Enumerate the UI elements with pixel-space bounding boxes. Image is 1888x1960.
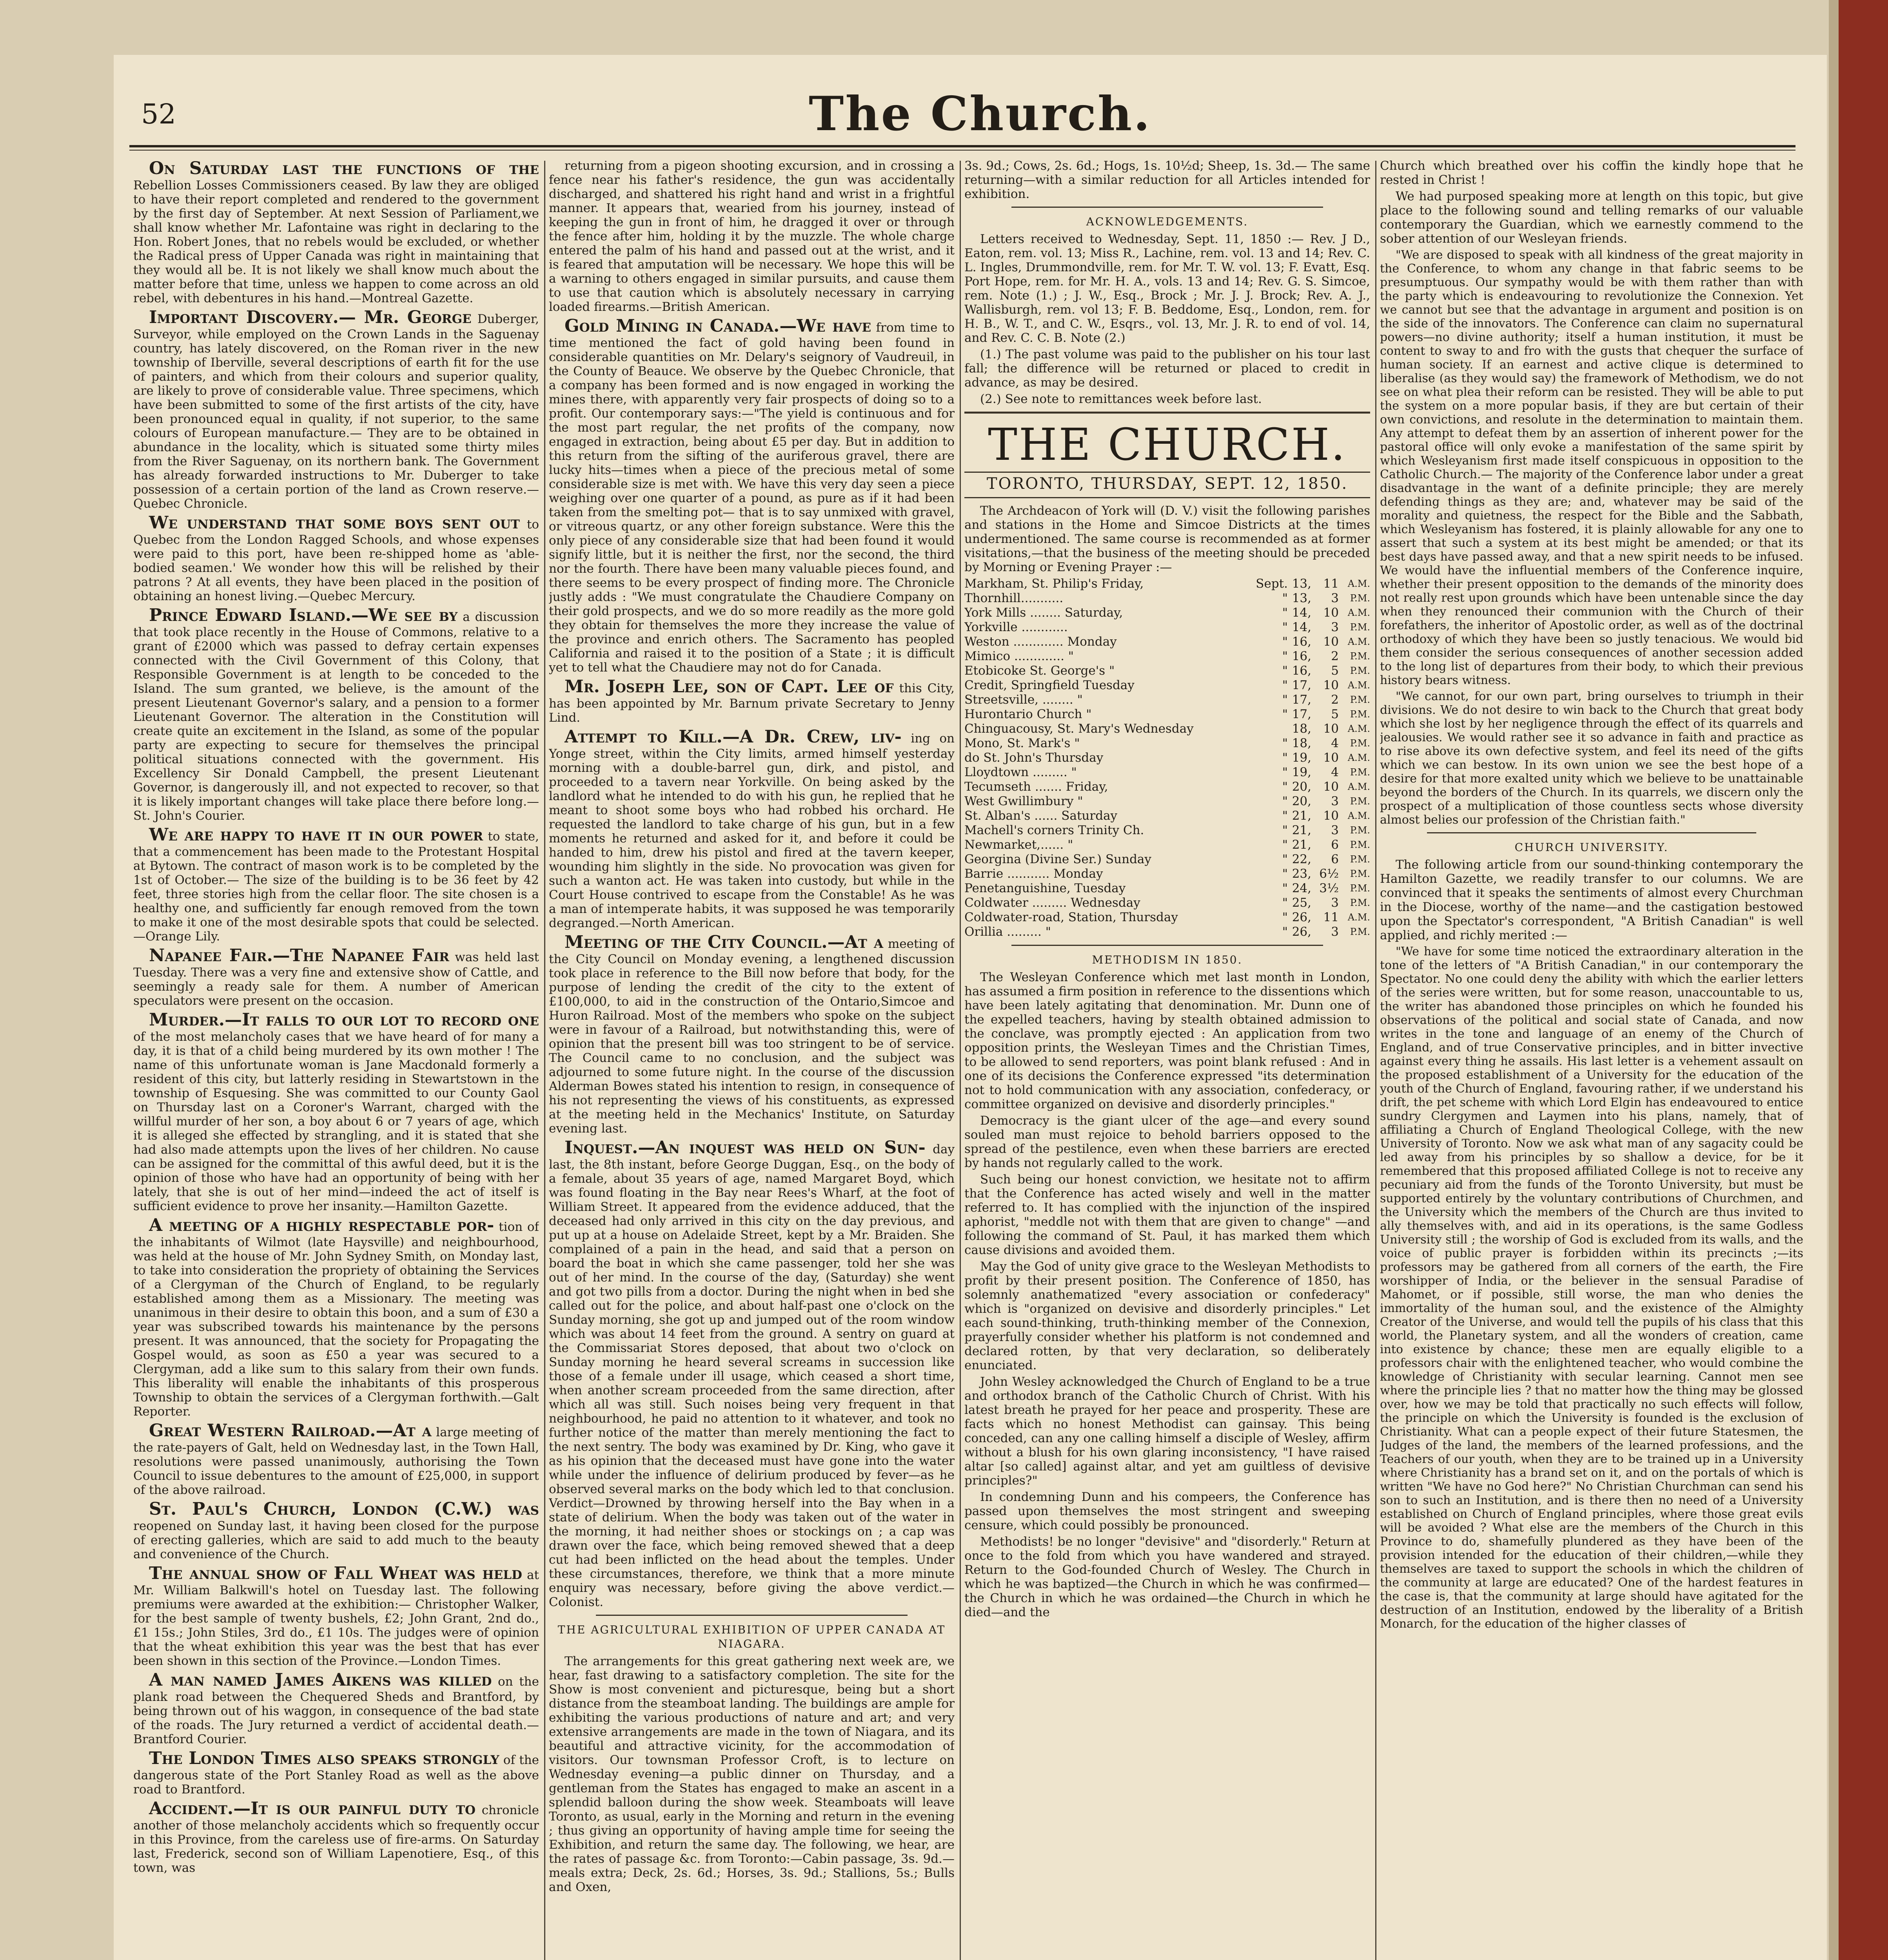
schedule-time: 10 [1323, 722, 1339, 736]
schedule-time: 3 [1331, 591, 1339, 605]
schedule-row [964, 591, 1370, 606]
article-paragraph [133, 159, 539, 305]
article-text: at Mr. William Balkwill's hotel on Tuesday last. The following premiums were awarded at the exhibition:— Christopher Walker, for the best sample of twenty bushels, £2; John Grant, 2nd do., £1 15s.; John Stiles, 3rd do., £1 10s. The judges were of opinion that the wheat exhibition this year was the best that has ever been shown in this section of the Province.—London Times. [133, 1568, 539, 1668]
schedule-row [964, 881, 1370, 896]
quoted-paragraph: "We cannot, for our own part, bring ourselves to triumph in their divisions. We do not desire to win back to the Church that great body which she lost by her negligence through the effect of its quarrels and jealousies. We would rather see it so advance in faith and practice as to rise above its own defective system, and feel its need of the gifts which we can bestow. In its own union we see the best hope of a desire for that more exalted unity which we believe to be unattainable beyond the borders of the Church. In its quarrels, we discern only the prospect of a multiplication of those countless sects whose diversity almost belies our profession of the Christian faith." [1380, 690, 1803, 827]
schedule-row [964, 751, 1370, 765]
schedule-ampm: P.M. [1350, 622, 1370, 633]
column-divider [960, 161, 961, 1960]
article-lead: We are happy to have it in our power [149, 825, 483, 845]
schedule-row [964, 649, 1370, 664]
article-text: chronicle another of those melancholy accidents which so frequently occur in this Province, from the careless use of fire-arms. On Saturday last, Frederick, second son of William Lapenotiere, Esq., of this town, was [133, 1803, 539, 1875]
schedule-time: 3 [1331, 896, 1339, 910]
schedule-row [964, 794, 1370, 809]
schedule-time: 4 [1331, 736, 1339, 750]
article-paragraph [549, 316, 955, 675]
article-lead: A man named James Aikens was killed [149, 1670, 492, 1690]
article-lead: Accident.—It is our painful duty to [149, 1798, 476, 1818]
article-lead: Meeting of the City Council.—At a [565, 932, 884, 952]
section-rule [964, 472, 1370, 473]
schedule-row [964, 823, 1370, 838]
schedule-place: Penetanguishine, Tuesday [964, 881, 1126, 895]
schedule-place: Georgina (Divine Ser.) Sunday [964, 852, 1151, 866]
schedule-date: 14, [1292, 620, 1311, 634]
schedule-ampm: P.M. [1350, 825, 1370, 836]
article-text: on the plank road between the Chequered Sheds and Brantford, by being thrown out of his waggon, in consequence of the bad state of the roads. The Jury returned a verdict of accidental death.—Brantford Courier. [133, 1675, 539, 1746]
schedule-place: Coldwater ......... Wednesday [964, 896, 1140, 910]
schedule-place: Hurontario Church " [964, 707, 1092, 721]
schedule-row [964, 577, 1370, 591]
schedule-time: 5 [1331, 664, 1339, 678]
column-3 [964, 159, 1370, 1960]
schedule-time: 6 [1331, 852, 1339, 866]
schedule-date: 16, [1292, 635, 1311, 649]
schedule-place: Thornhill........... [964, 591, 1064, 605]
acknowledgements-note: (2.) See note to remittances week before last. [980, 392, 1262, 406]
schedule-row [964, 867, 1370, 881]
schedule-day: " [1282, 751, 1288, 765]
schedule-ampm: A.M. [1347, 723, 1370, 734]
schedule-place: Coldwater-road, Station, Thursday [964, 910, 1178, 924]
schedule-day: " [1282, 678, 1288, 692]
article-paragraph [549, 727, 955, 930]
schedule-row [964, 852, 1370, 867]
article-lead: We understand that some boys sent out [149, 513, 520, 533]
methodism-paragraph: Democracy is the giant ulcer of the age—and every sound souled man must rejoice to behold barriers opposed to the spread of the pestilence, even when these barriers are erected by hands not regularly called to the work. [964, 1114, 1370, 1170]
schedule-day: " [1282, 881, 1288, 895]
article-paragraph [133, 1499, 539, 1561]
schedule-day: " [1282, 635, 1288, 649]
column-1 [133, 159, 539, 1960]
article-lead: Prince Edward Island.—We see by [149, 605, 458, 625]
schedule-time: 6 [1331, 838, 1339, 852]
schedule-row [964, 606, 1370, 620]
article-lead: Inquest.—An inquest was held on Sun- [565, 1138, 926, 1158]
schedule-row [964, 736, 1370, 751]
schedule-date: 26, [1292, 925, 1311, 939]
schedule-ampm: A.M. [1347, 607, 1370, 618]
article-lead: Great Western Railroad.—At a [149, 1421, 432, 1441]
methodism-paragraph: In condemning Dunn and his compeers, the Conference has passed upon themselves the most stringent and sweeping censure, which could possibly be pronounced. [964, 1490, 1370, 1532]
schedule-date: 16, [1292, 649, 1311, 663]
schedule-time: 2 [1331, 693, 1339, 707]
schedule-ampm: P.M. [1350, 839, 1370, 850]
schedule-day: " [1282, 664, 1288, 678]
schedule-ampm: P.M. [1350, 651, 1370, 662]
section-rule [1011, 945, 1323, 946]
schedule-ampm: A.M. [1347, 578, 1370, 589]
schedule-date: 19, [1292, 765, 1311, 779]
schedule-time: 5 [1331, 707, 1339, 721]
schedule-day: " [1282, 823, 1288, 837]
schedule-place: York Mills ........ Saturday, [964, 606, 1123, 620]
schedule-time: 3 [1331, 794, 1339, 808]
schedule-ampm: P.M. [1350, 796, 1370, 807]
header-rule-thin [129, 150, 1795, 151]
section-rule [1427, 832, 1756, 833]
article-text: meeting of the City Council on Monday evening, a lengthened discussion took place in reference to the Bill now before that body, for the purpose of lending the credit of the city to the extent of £100,000, to aid in the construction of the Ontario,Simcoe and Huron Railroad. Most of the members who spoke on the subject were in favour of a Railroad, but notwithstanding this, were of opinion that the present bill was too stringent to be of service. The Council came to no conclusion, and the subject was adjourned to some future night. In the course of the discussion Alderman Bowes stated his intention to resign, in consequence of his not representing the views of his constituents, as expressed at the meeting held in the Mechanics' Institute, on Saturday evening last. [549, 937, 955, 1136]
schedule-ampm: A.M. [1347, 636, 1370, 647]
schedule-day: " [1282, 649, 1288, 663]
schedule-row [964, 925, 1370, 939]
column-2 [549, 159, 955, 1960]
schedule-day: " [1282, 925, 1288, 939]
schedule-ampm: P.M. [1350, 665, 1370, 676]
methodism-paragraph: John Wesley acknowledged the Church of England to be a true and orthodox branch of the Catholic Church of Christ. With his latest breath he prayed for her peace and prosperity. These are facts which no honest Methodist can gainsay. This being conceded, can any one calling himself a disciple of Wesley, affirm without a blush for his own glaring inconsistency, "I have raised altar [so called] against altar, and yet am guiltless of devisive principles?" [964, 1375, 1370, 1488]
schedule-day: " [1282, 910, 1288, 924]
article-paragraph [133, 1749, 539, 1797]
article-paragraph [133, 825, 539, 944]
schedule-date: 17, [1292, 678, 1311, 692]
article-text: tion of the inhabitants of Wilmot (late Haysville) and neighbourhood, was held at the house of Mr. John Sydney Smith, on Monday last, to take into consideration the propriety of obtaining the Services of a Clergyman of the Church of England, to be regularly established among them as a Missionary. The meeting was unanimous in their desire to obtain this boon, and a sum of £30 a year was subscribed towards his maintenance by the persons present. It was announced, that the society for Propagating the Gospel would, as soon as £50 a year was secured to a Clergyman, add a like sum to this salary from their own funds. This liberality will enable the inhabitants of this prosperous Township to obtain the services of a Clergyman forthwith.—Galt Reporter. [133, 1220, 539, 1419]
schedule-time: 2 [1331, 649, 1339, 663]
schedule-date: 18, [1292, 722, 1311, 736]
page-number: 52 [141, 98, 176, 130]
schedule-row [964, 635, 1370, 649]
schedule-place: Chinguacousy, St. Mary's Wednesday [964, 722, 1194, 736]
schedule-ampm: P.M. [1350, 694, 1370, 705]
article-text: ing on Yonge street, within the City limits, armed himself yesterday morning with a double-barrel gun, dirk, and pistol, and proceeded to a tavern near Yorkville. On being asked by the landlord what he intended to do with his gun, he replied that he meant to shoot some boys who had robbed his orchard. He requested the landlord to take charge of his gun, but in a few moments he returned and asked for it, and before it could be handed to him, drew his pistol and fired at the tavern keeper, wounding him slightly in the side. No provocation was given for such a wanton act. He was taken into custody, but while in the Court House contrived to escape from the Constable! As he was a man of intemperate habits, it was supposed he was temporarily degranged.—North American. [549, 731, 955, 930]
schedule-day [1256, 722, 1288, 736]
article-text: a discussion that took place recently in the House of Commons, relative to a grant of £2000 which was passed to defray certain expenses connected with the Civil Government of this Colony, that Responsible Government is at length to be conceded to the Island. The sum granted, we believe, is the amount of the present Lieutenant Governor's salary, and a pension to a former Lieutenant Governor. The alteration in the Constitution will create quite an excitement in the Island, as some of the popular party are expecting to secure for themselves the principal political situations connected with the government. His Excellency Sir Donald Campbell, the present Lieutenant Governor, is dangerously ill, and not expected to recover, so that it is likely important changes will take place there before long.— St. John's Courier. [133, 610, 539, 823]
schedule-row [964, 896, 1370, 910]
schedule-date: 16, [1292, 664, 1311, 678]
article-lead: On Saturday last the functions of the [149, 159, 539, 178]
church-university-heading: CHURCH UNIVERSITY. [1514, 841, 1669, 854]
schedule-date: 24, [1292, 881, 1311, 895]
schedule-place: Tecumseth ....... Friday, [964, 780, 1108, 794]
schedule-ampm: P.M. [1350, 709, 1370, 720]
schedule-date: 13, [1292, 577, 1311, 591]
schedule-date: 13, [1292, 591, 1311, 605]
schedule-day: " [1282, 780, 1288, 794]
article-text: large meeting of the rate-payers of Galt, held on Wednesday last, in the Town Hall, resolutions were passed unanimously, authorising the Town Council to issue debentures to the amount of £25,000, in support of the above railroad. [133, 1425, 539, 1497]
schedule-date: 18, [1292, 736, 1311, 750]
article-paragraph [549, 1138, 955, 1609]
schedule-row [964, 620, 1370, 635]
schedule-place: West Gwillimbury " [964, 794, 1083, 808]
visitation-notice: The Archdeacon of York will (D. V.) visit the following parishes and stations in the Home and Simcoe Districts at the times undermentioned. The same course is recommended as at former visitations,—that the business of the meeting should be preceded by Morning or Evening Prayer :— [964, 504, 1370, 574]
schedule-row [964, 910, 1370, 925]
article-text: of the dangerous state of the Port Stanley Road as well as the above road to Brantford. [133, 1753, 539, 1797]
schedule-date: 20, [1292, 794, 1311, 808]
editorial-title: THE CHURCH. [988, 419, 1347, 470]
article-lead: The London Times also speaks strongly [149, 1748, 499, 1768]
schedule-row [964, 809, 1370, 823]
schedule-date: 21, [1292, 809, 1311, 823]
article-text: returning from a pigeon shooting excursion, and in crossing a fence near his father's residence, the gun was accidentally discharged, and shattered his right hand and wrist in a frightful manner. It appears that, wearied from his journey, instead of keeping the gun in front of him, he dragged it over or through the fence after him, holding it by the muzzle. The whole charge entered the palm of his hand and passed out at the wrist, and it is feared that amputation will be necessary. We hope this will be a warning to others engaged in similar pursuits, and cause them to use that caution which is absolutely necessary in carrying loaded firearms.—British American. [549, 159, 955, 314]
article-text: Rebellion Losses Commissioners ceased. By law they are obliged to have their report completed and rendered to the government by the first day of September. At next Session of Parliament,we shall know whether Mr. Lafontaine was right in declaring to the Hon. Robert Jones, that no rebels would be excluded, or whether the Radical press of Upper Canada was right in maintaining that they would all be. It is not likely we shall know much about the matter before that time, unless we happen to come across an old rebel, with debentures in his hand.—Montreal Gazette. [133, 178, 539, 305]
schedule-row [964, 707, 1370, 722]
schedule-time: 10 [1323, 751, 1339, 765]
schedule-day: " [1282, 896, 1288, 910]
column-divider [1375, 161, 1376, 1960]
section-rule [596, 1615, 908, 1616]
article-text: from time to time mentioned the fact of gold having been found in considerable quantities on Mr. Delary's seignory of Vaudreuil, in the County of Beauce. We observe by the Quebec Chronicle, that a company has been formed and is now engaged in working the mines there, with apparently very fair prospects of doing so to a profit. Our contemporary says:—"The yield is continuous and for the most part regular, the net profits of the company, now engaged in extraction, being about £5 per day. But in addition to this return from the sifting of the auriferous gravel, there are lucky hits—times when a piece of the precious metal of some considerable size is met with. We have this very day seen a piece weighing over one quarter of a pound, as pure as if it had been taken from the smelting pot— that is to say unmixed with gravel, or vitreous quartz, or any other foreign substance. Were this the only piece of any considerable size that had been found it would signify little, but it is neither the first, nor the second, the third nor the fourth. There have been many valuable pieces found, and there seems to be every prospect of finding more. The Chronicle justly adds : "We must congratulate the Chaudiere Company on their gold prospects, and we do so more readily as the more gold they obtain for themselves the more they increase the value of the province and enrich others. The Sacramento has peopled California and raised it to the position of a State ; it is difficult yet to tell what the Chaudiere may not do for Canada. [549, 321, 955, 675]
schedule-time: 3½ [1319, 881, 1339, 895]
article-text: was held last Tuesday. There was a very fine and extensive show of Cattle, and seemingly a ready sale for them. A number of American speculators were present on the occasion. [133, 950, 539, 1008]
schedule-date: 19, [1292, 751, 1311, 765]
schedule-place: Newmarket,...... " [964, 838, 1073, 852]
schedule-date: 22, [1292, 852, 1311, 866]
schedule-day: " [1282, 693, 1288, 707]
article-lead: Attempt to Kill.—A Dr. Crew, liv- [565, 727, 902, 747]
schedule-time: 3 [1331, 620, 1339, 634]
schedule-time: 10 [1323, 635, 1339, 649]
article-paragraph [133, 513, 539, 603]
masthead: The Church. [809, 86, 1151, 142]
schedule-day: " [1282, 736, 1288, 750]
quoted-paragraph: "We have for some time noticed the extraordinary alteration in the tone of the letters of "A British Canadian," in our contemporary the Spectator. No one could deny the ability with which the earlier letters of the series were written, but for some reason, unaccountable to us, the writer has abandoned those principles on which he founded his observations of the political and social state of Canada, and now writes in the tone and language of an enemy of the Church of England, and of true Conservative principles, and in bitter invective against every thing he assails. His last letter is a vehement assault on the proposed establishment of a University for the education of the youth of the Church of England, favouring rather, if we understand his drift, the pet scheme with which Lord Elgin has endeavoured to entice sundry Clergymen and Laymen into his plans, namely, that of affiliating a Church of England Theological College, with the new University of Toronto. Now we ask what man of any sagacity could be led away from his principles by so shallow a device, for be it remembered that this proposed affiliated College is not to receive any pecuniary aid from the funds of the Toronto University, but must be supported entirely by the voluntary contributions of Churchmen, and the University which the members of the Church are thus invited to ally themselves with, and aid in its operations, is the same Godless University still ; the worship of God is excluded from its walls, and the voice of public prayer is forbidden within its precincts ;—its professors may be gathered from all corners of the earth, the Fire worshipper of India, or the believer in the sensual Paradise of Mahomet, or if possible, still worse, the man who denies the immortality of the human soul, and the existence of the Almighty Creator of the Universe, and would tell the pupils of his class that this world, the Planetary system, and all the wonders of creation, came into existence by chance; these men are equally eligible to a professors chair with the enlightened teacher, who would combine the knowledge of Christianity with secular learning. Cannot men see where the principle lies ? that no matter how the thing may be glossed over, how we may be told that practically no such effects will follow, the principle on which the University is founded is the exclusion of Christianity. What can a people expect of their future Statesmen, the Judges of the land, the members of the learned professions, and the Teachers of our youth, when they are to be trained up in a University where Christianity has a brand set on it, and on the portals of which is written "We have no God here?" No Christian Churchman can send his son to such an Institution, and is there then no need of a University established on Church of England principles, where those great evils will be avoided ? What else are the members of the Church in this Province to do, shamefully plundered as they have been of the provision intended for the education of their children,—while they themselves are taxed to support the schools in which the children of the community at large are educated? One of the hardest features in the case is, that the community at large should have agitated for the destruction of an Institution, endowed by the liberality of a British Monarch, for the education of the higher classes of [1380, 945, 1803, 1631]
schedule-ampm: P.M. [1350, 926, 1370, 937]
schedule-place: Streetsville, ........ " [964, 693, 1083, 707]
article-text: of the most melancholy cases that we have heard of for many a day, it is that of a child being murdered by its own mother ! The name of this unfortunate woman is Jane Macdonald formerly a resident of this city, but latterly residing in Stewartstown in the township of Esquesing. She was committed to our County Gaol on Thursday last on a Coroner's Warrant, charged with the willful murder of her son, a boy about 6 or 7 years of age, which it is alleged she effected by strangling, and it is stated that she had also made attempts upon the lives of her children. No cause can be assigned for the committal of this awful deed, but it is the opinion of those who have had an opportunity of being with her lately, that she is out of her mind—indeed the act of itself is sufficient evidence to prove her insanity.—Hamilton Gazette. [133, 1030, 539, 1213]
schedule-ampm: A.M. [1347, 752, 1370, 763]
schedule-ampm: P.M. [1350, 767, 1370, 778]
schedule-day: " [1282, 867, 1288, 881]
article-paragraph [133, 1010, 539, 1213]
schedule-date: 23, [1292, 867, 1311, 881]
article-paragraph [549, 1654, 955, 1894]
section-rule [964, 497, 1370, 498]
article-paragraph [133, 606, 539, 823]
acknowledgements-note: (1.) The past volume was paid to the publisher on his tour last fall; the difference will be returned or placed to credit in advance, as may be desired. [964, 347, 1370, 390]
schedule-day: " [1282, 707, 1288, 721]
schedule-date: 20, [1292, 780, 1311, 794]
schedule-row [964, 780, 1370, 794]
schedule-day: " [1282, 620, 1288, 634]
schedule-date: 25, [1292, 896, 1311, 910]
article-paragraph [549, 677, 955, 725]
schedule-date: 17, [1292, 707, 1311, 721]
methodism-heading: METHODISM IN 1850. [1092, 953, 1243, 966]
schedule-ampm: P.M. [1350, 868, 1370, 879]
methodism-article [964, 970, 1370, 1619]
schedule-time: 3 [1331, 925, 1339, 939]
schedule-date: 17, [1292, 693, 1311, 707]
schedule-row [964, 678, 1370, 693]
schedule-place: Barrie ........... Monday [964, 867, 1103, 881]
schedule-ampm: P.M. [1350, 738, 1370, 749]
schedule-day: " [1282, 852, 1288, 866]
article-lead: A meeting of a highly respectable por- [149, 1215, 494, 1235]
schedule-ampm: A.M. [1347, 810, 1370, 821]
article-paragraph [549, 933, 955, 1136]
paragraph: Church which breathed over his coffin the kindly hope that he rested in Christ ! [1380, 159, 1803, 187]
schedule-place: Yorkville ............ [964, 620, 1068, 634]
article-text: The arrangements for this great gathering next week are, we hear, fast drawing to a satisfactory completion. The site for the Show is most convenient and picturesque, being but a short distance from the steamboat landing. The buildings are ample for exhibiting the various productions of nature and art; and very extensive arrangements are made in the town of Niagara, and its beautiful and attractive vicinity, for the accommodation of visitors. Our townsman Professor Croft, is to lecture on Wednesday evening—a public dinner on Thursday, and a gentleman from the States has engaged to make an ascent in a splendid balloon during the show week. Steamboats will leave Toronto, as usual, early in the Morning and return in the evening ; thus giving an opportunity of having ample time for seeing the Exhibition, and return the same day. The following, we hear, are the rates of passage &c. from Toronto:—Cabin passage, 3s. 9d.—meals extra; Deck, 2s. 6d.; Horses, 3s. 9d.; Stallions, 5s.; Bulls and Oxen, [549, 1654, 955, 1894]
schedule-place: Etobicoke St. George's " [964, 664, 1115, 678]
acknowledgements-heading: ACKNOWLEDGEMENTS. [1086, 215, 1249, 228]
article-text: to state, that a commencement has been made to the Protestant Hospital at Bytown. The contract of mason work is to be completed by the 1st of October.— The size of the building is to be 36 feet by 42 feet, three stories high from the cellar floor. The site chosen is a healthy one, and sufficiently far enough removed from the town to make it one of the most desirable spots that could be selected.—Orange Lily. [133, 829, 539, 944]
article-text: day last, the 8th instant, before George Duggan, Esq., on the body of a female, about 35 years of age, named Margaret Boyd, which was found floating in the Bay near Rees's Wharf, at the foot of William Street. It appeared from the evidence adduced, that the deceased had only arrived in this city on the day previous, and put up at a house on Adelaide Street, kept by a Mr. Braiden. She complained of a pain in the head, and said that a person on board the boat in which she came passenger, told her she was out of her mind. In the course of the day, (Saturday) she went and got two pills from a doctor. During the night when in bed she called out for the police, and about half-past one o'clock on the Sunday morning, she got up and jumped out of the room window which was about 14 feet from the ground. A sentry on guard at the Commissariat Stores deposed, that about two o'clock on Sunday morning he heard several screams in succession like those of a female under ill usage, which ceased a short time, when another scream proceeded from the same direction, after which all was still. Such noises being very frequent in that neighbourhood, he paid no attention to it whatever, and took no further notice of the matter than merely mentioning the fact to the next sentry. The body was examined by Dr. King, who gave it as his opinion that the deceased must have gone into the water while under the influence of delirium produced by fever—as he observed several marks on the body which led to that conclusion. Verdict—Drowned by throwing herself into the Bay when in a state of delirium. When the body was taken out of the water in the morning, it had neither shoes or stockings on ; a cap was drawn over the face, which being removed shewed that a deep cut had been inflicted on the head about the temples. Under these circumstances, therefore, we think that a more minute enquiry was necessary, before giving the above verdict.— Colonist. [549, 1142, 955, 1609]
schedule-time: 3 [1331, 823, 1339, 837]
methodism-paragraph: May the God of unity give grace to the Wesleyan Methodists to profit by their present position. The Conference of 1850, has solemnly anathematized "every association or confederacy" which is "organized on devisive and disorderly principles." Let each sound-thinking, truth-thinking member of the Connexion, prayerfully consider whether his platform is not condemned and declared rotten, by that very declaration, so deliberately enunciated. [964, 1259, 1370, 1372]
section-rule [964, 412, 1370, 414]
red-binding-strip [1839, 0, 1888, 1960]
schedule-day: " [1282, 838, 1288, 852]
article-lead: Napanee Fair.—The Napanee Fair [149, 946, 449, 965]
schedule-day: " [1282, 809, 1288, 823]
article-lead: Mr. Joseph Lee, son of Capt. Lee of [565, 677, 894, 697]
methodism-paragraph: Such being our honest conviction, we hesitate not to affirm that the Conference has acted wisely and well in the matter referred to. It has complied with the injunction of the inspired aphorist, "meddle not with them that are given to change" —and following the command of St. Paul, it has marked them which cause divisions and avoided them. [964, 1172, 1370, 1257]
schedule-place: do St. John's Thursday [964, 751, 1104, 765]
article-paragraph [133, 1564, 539, 1668]
schedule-ampm: A.M. [1347, 680, 1370, 691]
column-4 [1380, 159, 1803, 1960]
column-divider [544, 161, 545, 1960]
schedule-place: Mono, St. Mark's " [964, 736, 1080, 750]
acknowledgements-text: Letters received to Wednesday, Sept. 11, 1850 :— Rev. J D., Eaton, rem. vol. 13; Miss R., Lachine, rem. vol. 13 and 14; Rev. C. L. Ingles, Drummondville, rem. for Mr. T. W. vol. 13; F. Evatt, Esq. Port Hope, rem. for Mr. H. A., vols. 13 and 14; Rev. G. S. Simcoe, rem. Note (1.) ; J. W., Esq., Brock ; Mr. J. J. Brock; Rev. A. J., Wallisburgh, rem. vol 13; F. B. Beddome, Esq., London, rem. for H. B., W. T., and C. W., Esqrs., vol. 13, Mr. J. R. to end of vol. 14, and Rev. C. C. B. Note (2.) [964, 232, 1370, 345]
schedule-day: " [1282, 606, 1288, 620]
schedule-place: Credit, Springfield Tuesday [964, 678, 1135, 692]
article-lead: The annual show of Fall Wheat was held [149, 1563, 522, 1583]
schedule-row [964, 838, 1370, 852]
schedule-row [964, 765, 1370, 780]
schedule-date: 26, [1292, 910, 1311, 924]
article-text: Duberger, Surveyor, while employed on the Crown Lands in the Saguenay country, has lately discovered, on the Roman river in the new township of Iberville, several descriptions of earth fit for the use of painters, and which from their colours and superior quality, are likely to prove of considerable value. Three specimens, which have been submitted to some of the first artists of the city, have been pronounced equal in quality, if not superior, to the same colours of European manufacture.— They are to be obtained in abundance in the locality, which is situated some thirty miles from the River Saguenay, on its northern bank. The Government has already forwarded instructions to Mr. Duberger to take possession of a certain portion of the land as Crown reserve.—Quebec Chronicle. [133, 312, 539, 511]
article-text: reopened on Sunday last, it having been closed for the purpose of erecting galleries, which are said to add much to the beauty and convenience of the Church. [133, 1519, 539, 1561]
schedule-ampm: P.M. [1350, 854, 1370, 865]
schedule-date: 21, [1292, 823, 1311, 837]
header-rule [129, 145, 1795, 147]
schedule-place: Markham, St. Philip's Friday, [964, 577, 1144, 591]
schedule-ampm: P.M. [1350, 883, 1370, 894]
article-paragraph [133, 308, 539, 511]
schedule-ampm: A.M. [1347, 912, 1370, 923]
article-paragraph [133, 1799, 539, 1875]
schedule-time: 11 [1323, 577, 1339, 591]
schedule-place: St. Alban's ...... Saturday [964, 809, 1118, 823]
schedule-date: 14, [1292, 606, 1311, 620]
dateline: TORONTO, THURSDAY, SEPT. 12, 1850. [986, 475, 1348, 493]
schedule-place: Lloydtown ......... " [964, 765, 1077, 779]
article-lead: Murder.—It falls to our lot to record one [149, 1010, 539, 1030]
schedule-day: Sept. [1256, 577, 1288, 591]
schedule-time: 10 [1323, 606, 1339, 620]
schedule-place: Machell's corners Trinity Ch. [964, 823, 1144, 837]
article-text: to Quebec from the London Ragged Schools, and whose expenses were paid to this port, have been re-shipped home as 'able-bodied seamen.' We wonder how this will be relished by their patrons ? At all events, they have been placed in the position of obtaining an honest living.—Quebec Mercury. [133, 517, 539, 603]
visitation-schedule-table [964, 577, 1370, 939]
schedule-place: Orillia ......... " [964, 925, 1051, 939]
schedule-time: 10 [1323, 780, 1339, 794]
article-paragraph [549, 159, 955, 314]
paragraph: We had purposed speaking more at length on this topic, but give place to the following sound and telling remarks of our valuable contemporary the Guardian, which we earnestly commend to the sober attention of our Wesleyan friends. [1380, 189, 1803, 246]
article-lead: Gold Mining in Canada.—We have [565, 316, 871, 336]
article-paragraph [133, 946, 539, 1008]
article-paragraph [133, 1421, 539, 1497]
schedule-ampm: A.M. [1347, 781, 1370, 792]
methodism-paragraph: The Wesleyan Conference which met last month in London, has assumed a firm position in reference to the dissentions which have been lately agitating that denomination. Mr. Dunn one of the expelled teachers, having by stealth obtained admission to the conclave, was promptly ejected : An application from two opposition prints, the Wesleyan Times and the Christian Times, to be allowed to send reporters, was point blank refused : And in one of its decisions the Conference expressed "its determination not to hold communication with any association, confederacy, or committee organized on devisive and disorderly principles." [964, 970, 1370, 1111]
schedule-place: Weston ............. Monday [964, 635, 1117, 649]
paragraph: The following article from our sound-thinking contemporary the Hamilton Gazette, we readily transfer to our columns. We are convinced that it speaks the sentiments of almost every Churchman in the Diocese, worthy of the name—and the castigation bestowed upon the Spectator's correspondent, "A British Canadian" is well applied, and richly merited :— [1380, 858, 1803, 942]
quoted-paragraph: "We are disposed to speak with all kindness of the great majority in the Conference, to whom any change in that fabric seems to be presumptuous. Our sympathy would be with them rather than with the party which is endeavouring to revolutionize the Connexion. Yet we cannot but see that the advantage in argument and position is on the side of the innovators. The Conference can claim no supernatural powers—no divine authority; itself a human institution, it must be content to sway to and fro with the gusts that chequer the surface of human society. If an earnest and active clique is determined to liberalise (as they would say) the framework of Methodism, we do not see on what plea their reform can be resisted. They will be able to put the system on a more popular basis, if they are but certain of their own convictions, and resolute in the determination to maintain them. Any attempt to defeat them by an assertion of inherent power for the pastoral office will only evoke a manifestation of the same spirit by which Wesleyanism first made itself conspicuous in opposition to the Catholic Church.— The majority of the Conference labor under a great disadvantage in the want of a definite principle; they are merely defending things as they are; and, whatever may be said of the morality and quietness, the respect for the Bible and the Sabbath, which Wesleyanism has fostered, it is plainly allowable for any one to assert that such a system at its best might be amended; or that its best days have passed away, and that a new spirit needs to be infused. We would have the influential members of the Conference inquire, whether their present opposition to the demands of the minority does not really rest upon grounds which have been untenable since the day when they renounced their communion with the Church of their forefathers, the inheritor of Apostolic order, as well as of the doctrinal orthodoxy of which they have been so justly tenacious. We would bid them consider the serious consequences of another secession added to the long list of departures from their body, to which their previous history bears witness. [1380, 248, 1803, 687]
schedule-place: Mimico ............. " [964, 649, 1074, 663]
schedule-day: " [1282, 591, 1288, 605]
schedule-time: 4 [1331, 765, 1339, 779]
article-text: this City, has been appointed by Mr. Barnum private Secretary to Jenny Lind. [549, 681, 955, 725]
methodism-paragraph: Methodists! be no longer "devisive" and "disorderly." Return at once to the fold from which you have wandered and strayed. Return to the God-founded Church of Wesley. The Church in which he was baptized—the Church in which he was confirmed—the Church in which he was ordained—the Church in which he died—and the [964, 1535, 1370, 1619]
schedule-time: 10 [1323, 809, 1339, 823]
section-heading: THE AGRICULTURAL EXHIBITION OF UPPER CANADA AT NIAGARA. [557, 1623, 946, 1650]
schedule-time: 6½ [1319, 867, 1339, 881]
schedule-row [964, 693, 1370, 707]
schedule-row [964, 664, 1370, 678]
article-lead: Important Discovery.— Mr. George [149, 307, 472, 327]
schedule-row [964, 722, 1370, 736]
schedule-ampm: P.M. [1350, 897, 1370, 908]
schedule-ampm: P.M. [1350, 593, 1370, 604]
article-paragraph [133, 1670, 539, 1746]
schedule-time: 11 [1323, 910, 1339, 924]
article-lead: St. Paul's Church, London (C.W.) was [149, 1499, 539, 1519]
schedule-day: " [1282, 794, 1288, 808]
article-paragraph [133, 1216, 539, 1419]
schedule-day: " [1282, 765, 1288, 779]
paragraph: 3s. 9d.; Cows, 2s. 6d.; Hogs, 1s. 10½d; Sheep, 1s. 3d.— The same returning—with a similar reduction for all Articles intended for exhibition. [964, 159, 1370, 201]
section-rule [1011, 207, 1323, 208]
schedule-time: 10 [1323, 678, 1339, 692]
schedule-date: 21, [1292, 838, 1311, 852]
